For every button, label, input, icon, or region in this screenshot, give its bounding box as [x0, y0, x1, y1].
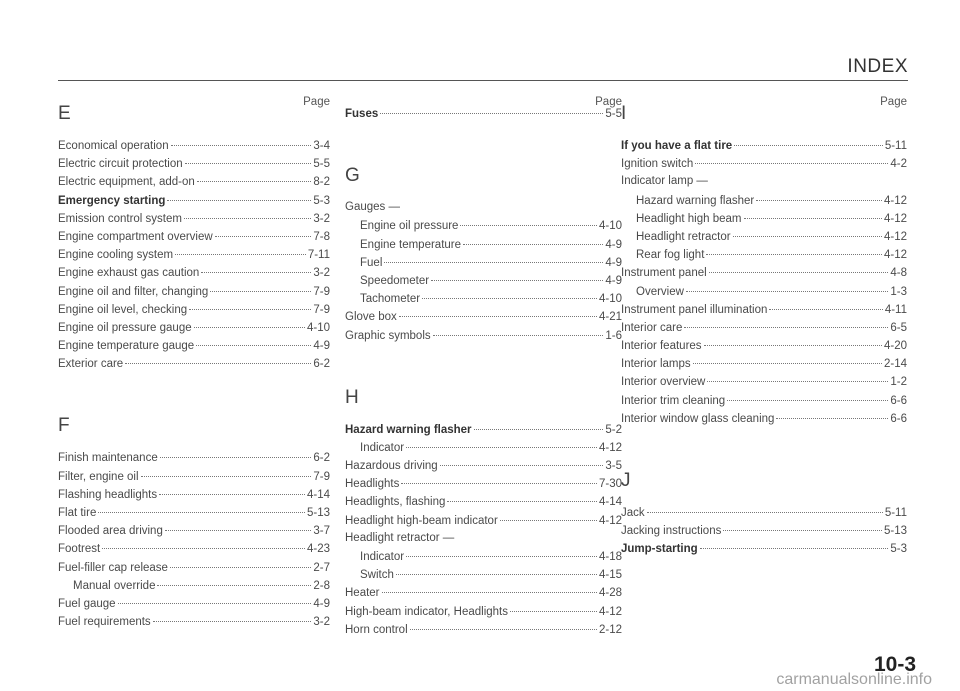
section-letter: J	[621, 470, 631, 491]
index-entry	[58, 612, 330, 630]
entry-term: Jack	[621, 507, 645, 519]
leader-dots	[184, 206, 311, 219]
entry-page: 4-12	[883, 194, 907, 207]
entry-page: 6-2	[313, 358, 330, 371]
entry-page: 4-28	[598, 587, 622, 600]
entry-page: 2-7	[313, 561, 330, 574]
entry-page: 4-14	[598, 496, 622, 509]
entry-page: 7-30	[598, 478, 622, 491]
leader-dots	[406, 435, 597, 448]
index-entry	[58, 354, 330, 372]
leader-dots	[695, 151, 888, 164]
leader-dots	[197, 169, 312, 182]
entry-term: Interior window glass cleaning	[621, 412, 775, 425]
entry-page: 7-11	[307, 249, 330, 262]
entry-term: Engine exhaust gas caution	[58, 267, 200, 280]
leader-dots	[98, 500, 305, 513]
entry-page: 4-12	[598, 441, 622, 454]
entry-term: Gauges —	[345, 201, 400, 214]
entry-term: Ignition switch	[621, 158, 694, 171]
entry-term: Filter, engine oil	[58, 470, 139, 483]
entry-page: 4-8	[890, 267, 907, 280]
entry-page: 6-2	[313, 452, 330, 465]
leader-dots	[196, 333, 311, 346]
section-letter: G	[345, 165, 360, 187]
leader-dots	[215, 224, 312, 237]
column-header	[58, 96, 330, 126]
entry-page: 7-9	[313, 303, 330, 316]
entry-page: 4-12	[598, 605, 622, 618]
entry-page: 4-9	[313, 597, 330, 610]
entry-page: 4-21	[598, 311, 622, 324]
entry-term: Overview	[636, 285, 684, 298]
leader-dots	[686, 279, 888, 292]
entry-term: Finish maintenance	[58, 452, 158, 465]
leader-dots	[194, 315, 305, 328]
entry-term: Graphic symbols	[345, 329, 431, 342]
entry-page: 5-13	[883, 525, 907, 538]
entry-page: 7-9	[313, 470, 330, 483]
entry-term: Interior care	[621, 321, 683, 334]
entry-term: Glove box	[345, 311, 397, 324]
leader-dots	[170, 555, 311, 568]
entry-page: 3-5	[605, 460, 622, 473]
entry-page: 4-12	[883, 212, 907, 225]
entry-term: Engine oil level, checking	[58, 303, 188, 316]
index-column-3	[621, 96, 907, 558]
leader-dots	[440, 453, 604, 466]
entry-term: Fuel gauge	[58, 597, 116, 610]
entry-page: 6-5	[890, 321, 907, 334]
header-rule	[58, 80, 908, 81]
leader-dots	[431, 268, 603, 281]
leader-dots	[118, 591, 312, 604]
index-entry	[345, 326, 622, 344]
entry-page: 1-2	[890, 376, 907, 389]
leader-dots	[422, 286, 597, 299]
entry-page: 4-10	[306, 321, 330, 334]
entry-term: Engine oil pressure gauge	[58, 321, 192, 334]
leader-dots	[433, 323, 604, 336]
leader-dots	[159, 482, 305, 495]
leader-dots	[406, 544, 597, 557]
index-entry	[345, 104, 622, 122]
entry-term: Hazardous driving	[345, 460, 438, 473]
entry-page: 4-11	[884, 303, 907, 316]
leader-dots	[382, 580, 597, 593]
leader-dots	[384, 250, 603, 263]
index-entry	[345, 511, 622, 529]
entry-term: Electric equipment, add-on	[58, 176, 195, 189]
entry-page: 4-10	[598, 220, 622, 233]
page-column-label: Page	[595, 96, 622, 108]
entry-page: 5-13	[306, 507, 330, 519]
entry-term: Rear fog light	[636, 249, 705, 262]
section-letter: I	[621, 103, 627, 124]
entry-term: Horn control	[345, 623, 408, 636]
leader-dots	[776, 406, 888, 419]
leader-dots	[734, 133, 883, 146]
entry-term: Emergency starting	[58, 194, 166, 207]
entry-page: 5-5	[605, 108, 622, 120]
leader-dots	[756, 188, 882, 201]
entry-term: Interior features	[621, 340, 702, 353]
watermark: carmanualsonline.info	[776, 671, 932, 688]
section-letter: E	[58, 103, 71, 124]
entry-page: 7-9	[313, 285, 330, 298]
entry-term: Interior overview	[621, 376, 706, 389]
entry-term: Interior trim cleaning	[621, 394, 726, 407]
leader-dots	[474, 417, 604, 430]
entry-term: Instrument panel	[621, 267, 707, 280]
index-entry	[621, 154, 907, 172]
entry-page: 4-18	[598, 551, 622, 563]
leader-dots	[723, 518, 882, 531]
entry-page: 2-8	[313, 579, 330, 592]
leader-dots	[410, 617, 597, 630]
entry-term: Engine oil and filter, changing	[58, 285, 209, 298]
leader-dots	[167, 188, 311, 201]
entry-term: Tachometer	[360, 293, 421, 306]
leader-dots	[201, 260, 311, 273]
entry-page: 7-8	[313, 230, 330, 243]
entry-term: Flat tire	[58, 507, 97, 519]
leader-dots	[460, 213, 597, 226]
entry-page: 5-3	[313, 194, 330, 207]
entry-page: 2-14	[883, 358, 907, 371]
leader-dots	[707, 369, 888, 382]
leader-dots	[141, 464, 312, 477]
entry-term: Engine oil pressure	[360, 220, 459, 233]
section-letter: H	[345, 386, 359, 408]
index-entry	[345, 620, 622, 638]
entry-term: Indicator lamp —	[621, 175, 708, 188]
leader-dots	[210, 279, 311, 292]
entry-page: 4-9	[605, 256, 622, 269]
entry-page: 5-11	[884, 140, 907, 152]
index-column-1	[58, 96, 330, 630]
entry-term: Indicator	[360, 441, 405, 454]
leader-dots	[727, 388, 888, 401]
leader-dots	[160, 445, 312, 458]
entry-page: 1-3	[890, 285, 907, 298]
entry-term: Headlights	[345, 478, 400, 491]
entry-page: 4-15	[598, 569, 622, 582]
entry-term: Emission control system	[58, 212, 182, 225]
entry-term: Hazard warning flasher	[345, 423, 472, 436]
leader-dots	[401, 471, 597, 484]
entry-term: Speedometer	[360, 274, 430, 287]
leader-dots	[102, 536, 305, 549]
leader-dots	[709, 260, 889, 273]
entry-term: Instrument panel illumination	[621, 303, 768, 316]
entry-term: Jacking instructions	[621, 525, 722, 538]
leader-dots	[171, 133, 312, 146]
leader-dots	[165, 518, 312, 531]
page-number: 10-3	[873, 653, 916, 676]
index-column-2	[345, 96, 622, 638]
leader-dots	[463, 232, 603, 245]
leader-dots	[693, 351, 882, 364]
section-letter: F	[58, 415, 70, 437]
entry-page: 1-6	[605, 329, 622, 342]
page-column-label: Page	[303, 96, 330, 108]
entry-term: Footrest	[58, 543, 101, 556]
entry-term: Headlight high-beam indicator	[345, 514, 498, 527]
entry-term: Engine cooling system	[58, 249, 174, 262]
entry-term: Exterior care	[58, 358, 124, 371]
leader-dots	[153, 609, 312, 622]
entry-page: 3-2	[313, 267, 330, 280]
entry-term: Fuel	[360, 256, 383, 269]
entry-term: Flooded area driving	[58, 525, 163, 538]
entry-page: 4-9	[605, 274, 622, 287]
index-entry	[621, 539, 907, 557]
entry-term: Headlight retractor —	[345, 531, 455, 544]
leader-dots	[769, 297, 882, 310]
entry-page: 5-5	[313, 158, 330, 171]
entry-term: Indicator	[360, 551, 405, 563]
entry-page: 4-23	[306, 543, 330, 556]
entry-term: Economical operation	[58, 140, 169, 152]
leader-dots	[399, 304, 597, 317]
entry-page: 3-4	[313, 140, 330, 152]
entry-page: 5-11	[884, 507, 907, 519]
entry-page: 3-7	[313, 525, 330, 538]
entry-page: 6-6	[890, 412, 907, 425]
leader-dots	[189, 297, 311, 310]
leader-dots	[500, 508, 597, 521]
leader-dots	[704, 333, 882, 346]
entry-page: 5-3	[890, 543, 907, 556]
entry-term: Engine temperature	[360, 238, 462, 251]
entry-page: 8-2	[313, 176, 330, 189]
entry-term: Heater	[345, 587, 380, 600]
entry-term: Fuel-filler cap release	[58, 561, 168, 574]
leader-dots	[125, 351, 311, 364]
leader-dots	[175, 242, 306, 255]
leader-dots	[185, 151, 312, 164]
leader-dots	[706, 242, 882, 255]
entry-term: Interior lamps	[621, 358, 691, 371]
entry-term: Electric circuit protection	[58, 158, 183, 171]
leader-dots	[733, 224, 882, 237]
entry-page: 4-12	[883, 230, 907, 243]
entry-page: 5-2	[605, 423, 622, 436]
entry-term: Hazard warning flasher	[636, 194, 755, 207]
page-title: INDEX	[847, 56, 908, 77]
index-entry	[621, 409, 907, 427]
column-header	[621, 96, 907, 126]
leader-dots	[157, 573, 311, 586]
page-column-label: Page	[880, 96, 907, 108]
entry-page: 4-14	[306, 488, 330, 501]
leader-dots	[510, 599, 597, 612]
leader-dots	[447, 489, 597, 502]
entry-term: Flashing headlights	[58, 488, 158, 501]
entry-term: High-beam indicator, Headlights	[345, 605, 509, 618]
entry-term: Fuel requirements	[58, 616, 151, 629]
entry-term: Jump-starting	[621, 543, 698, 556]
leader-dots	[684, 315, 888, 328]
entry-page: 4-12	[883, 249, 907, 262]
entry-term: Switch	[360, 569, 394, 582]
entry-page: 4-2	[890, 158, 907, 171]
entry-page: 3-2	[313, 212, 330, 225]
entry-term: Engine temperature gauge	[58, 340, 195, 353]
entry-term: Headlights, flashing	[345, 496, 446, 509]
entry-page: 4-9	[313, 340, 330, 353]
entry-page: 3-2	[313, 616, 330, 629]
leader-dots	[700, 536, 889, 549]
entry-page: 4-12	[598, 514, 622, 527]
leader-dots	[744, 206, 882, 219]
entry-term: Headlight high beam	[636, 212, 742, 225]
leader-dots	[396, 562, 597, 575]
leader-dots	[380, 101, 603, 114]
entry-page: 2-12	[598, 623, 622, 636]
entry-term: Manual override	[73, 579, 156, 592]
entry-page: 4-9	[605, 238, 622, 251]
entry-term: Fuses	[345, 108, 379, 120]
entry-term: Headlight retractor	[636, 230, 731, 243]
entry-page: 4-10	[598, 293, 622, 306]
entry-page: 4-20	[883, 340, 907, 353]
leader-dots	[647, 500, 883, 513]
entry-page: 6-6	[890, 394, 907, 407]
entry-term: Engine compartment overview	[58, 230, 213, 243]
entry-term: If you have a flat tire	[621, 140, 733, 152]
